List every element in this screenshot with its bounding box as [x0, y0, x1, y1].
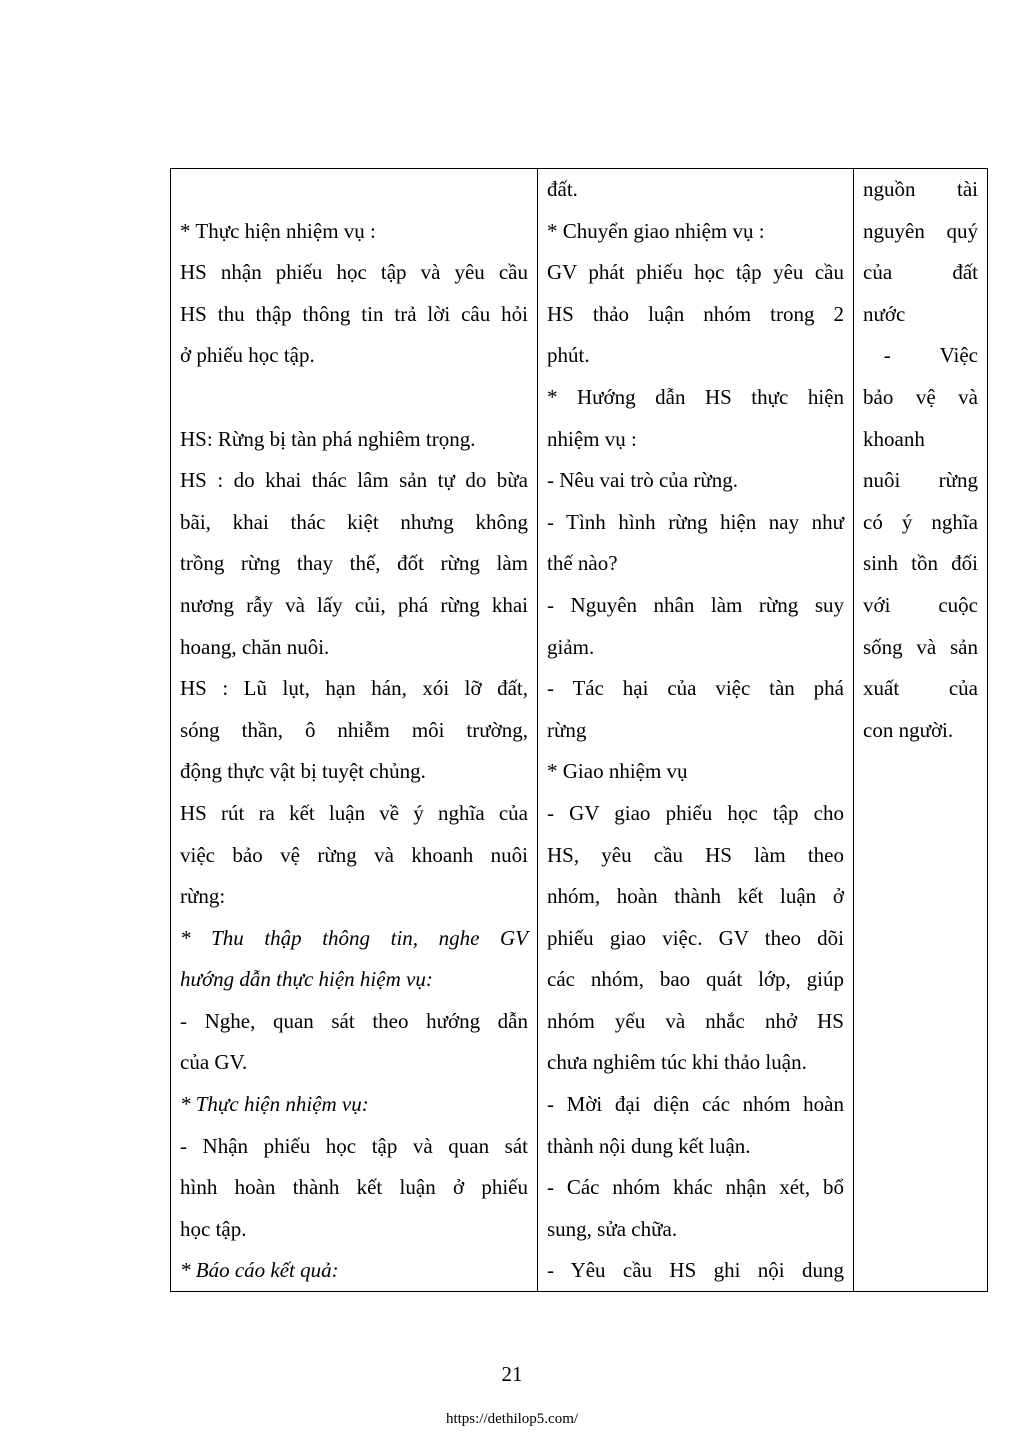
table-cell-line: * Chuyển giao nhiệm vụ : — [547, 218, 765, 243]
table-cell-line: con người. — [863, 717, 954, 742]
source-url: https://dethilop5.com/ — [445, 1411, 579, 1427]
table-cell-line: - Mời đại diện các nhóm hoàn — [547, 1092, 844, 1117]
table-cell-line: chưa nghiêm túc khi thảo luận. — [547, 1050, 807, 1075]
table-cell-line: khoanh — [863, 426, 925, 451]
table-cell-line: đất. — [547, 177, 578, 201]
table-cell-line: - Việc — [883, 343, 978, 368]
table-cell-line: phút. — [547, 343, 590, 368]
table-cell-line: - Tác hại của việc tàn phá — [547, 676, 844, 701]
table-cell-line: * Hướng dẫn HS thực hiện — [547, 384, 844, 409]
table-cell-line: GV phát phiếu học tập yêu cầu — [547, 260, 844, 285]
table-cell-line — [180, 377, 528, 419]
table-cell-line: của GV. — [180, 1050, 248, 1075]
table-cell-line: * Thực hiện nhiệm vụ: — [180, 1092, 369, 1117]
table-cell-line: có ý nghĩa — [863, 509, 978, 534]
table-cell-line: HS rút ra kết luận về ý nghĩa của — [180, 800, 528, 825]
table-cell-line: các nhóm, bao quát lớp, giúp — [547, 967, 844, 992]
table-cell-line: sống và sản — [863, 634, 978, 659]
table-cell-line: * Thực hiện nhiệm vụ : — [180, 218, 376, 243]
table-cell-line: phiếu giao việc. GV theo dõi — [547, 925, 844, 950]
table-cell-line: bãi, khai thác kiệt nhưng không — [180, 509, 528, 534]
table-cell-line: HS : Lũ lụt, hạn hán, xói lỡ đất, — [180, 676, 528, 701]
table-cell-line: rừng: — [180, 884, 226, 909]
table-cell-line: HS thảo luận nhóm trong 2 — [547, 301, 844, 326]
table-cell-line: nguồn tài — [863, 177, 978, 201]
table-cell-line: - Tình hình rừng hiện nay như — [547, 509, 844, 534]
table-cell-line: - Nhận phiếu học tập và quan sát — [180, 1133, 528, 1158]
table-cell-line: xuất của — [863, 676, 978, 701]
table-cell-line: với cuộc — [863, 592, 978, 617]
table-cell-line: động thực vật bị tuyệt chủng. — [180, 759, 426, 784]
table-cell-line: việc bảo vệ rừng và khoanh nuôi — [180, 842, 528, 867]
table-cell-line: bảo vệ và — [863, 384, 978, 409]
table-cell-line: * Thu thập thông tin, nghe GV — [180, 925, 528, 950]
content-column — [854, 169, 987, 1291]
table-cell-line: hướng dẫn thực hiện hiệm vụ: — [180, 967, 433, 992]
table-cell-line: thế nào? — [547, 551, 618, 576]
table-cell-line: trồng rừng thay thế, đốt rừng làm — [180, 551, 528, 576]
table-cell-line: nhiệm vụ : — [547, 426, 637, 451]
table-cell-line — [180, 169, 528, 211]
table-cell-line: học tập. — [180, 1216, 247, 1241]
table-cell-line: sóng thần, ô nhiễm môi trường, — [180, 717, 528, 742]
page-number: 21 — [501, 1362, 523, 1386]
table-cell-line: nhóm, hoàn thành kết luận ở — [547, 884, 844, 909]
table-cell-line: thành nội dung kết luận. — [547, 1133, 751, 1158]
table-cell-line: * Giao nhiệm vụ — [547, 759, 688, 784]
table-cell-line: - Nghe, quan sát theo hướng dẫn — [180, 1008, 528, 1033]
table-cell-line: - Các nhóm khác nhận xét, bổ — [547, 1175, 844, 1200]
table-cell-line: ở phiếu học tập. — [180, 343, 315, 368]
table-cell-line: nuôi rừng — [863, 468, 978, 493]
table-cell-line: HS: Rừng bị tàn phá nghiêm trọng. — [180, 426, 476, 451]
table-cell-line: - Nêu vai trò của rừng. — [547, 468, 738, 493]
table-cell-line: HS thu thập thông tin trả lời câu hỏi — [180, 301, 528, 326]
table-cell-line: rừng — [547, 717, 587, 742]
student-activity-column — [171, 169, 538, 1291]
table-cell-line: hoang, chăn nuôi. — [180, 634, 330, 659]
table-cell-line: HS : do khai thác lâm sản tự do bừa — [180, 468, 528, 493]
table-cell-line: nước — [863, 301, 906, 326]
table-cell-line: hình hoàn thành kết luận ở phiếu — [180, 1175, 528, 1200]
table-cell-line: - Nguyên nhân làm rừng suy — [547, 592, 844, 617]
table-cell-line: của đất — [863, 260, 978, 285]
table-cell-line: sung, sửa chữa. — [547, 1216, 678, 1241]
table-cell-line: nương rẫy và lấy củi, phá rừng khai — [180, 592, 528, 617]
table-cell-line: nhóm yếu và nhắc nhở HS — [547, 1008, 844, 1033]
table-cell-line: - Yêu cầu HS ghi nội dung — [547, 1258, 844, 1283]
table-cell-line: * Báo cáo kết quả: — [180, 1258, 339, 1283]
table-cell-line: - GV giao phiếu học tập cho — [547, 800, 844, 825]
table-cell-line: HS, yêu cầu HS làm theo — [547, 842, 844, 867]
table-cell-line: nguyên quý — [863, 218, 978, 243]
teacher-activity-column — [538, 169, 854, 1291]
lesson-table — [170, 168, 988, 1292]
table-cell-line: HS nhận phiếu học tập và yêu cầu — [180, 260, 528, 285]
table-cell-line: sinh tồn đối — [863, 551, 978, 576]
table-cell-line: giảm. — [547, 634, 595, 659]
